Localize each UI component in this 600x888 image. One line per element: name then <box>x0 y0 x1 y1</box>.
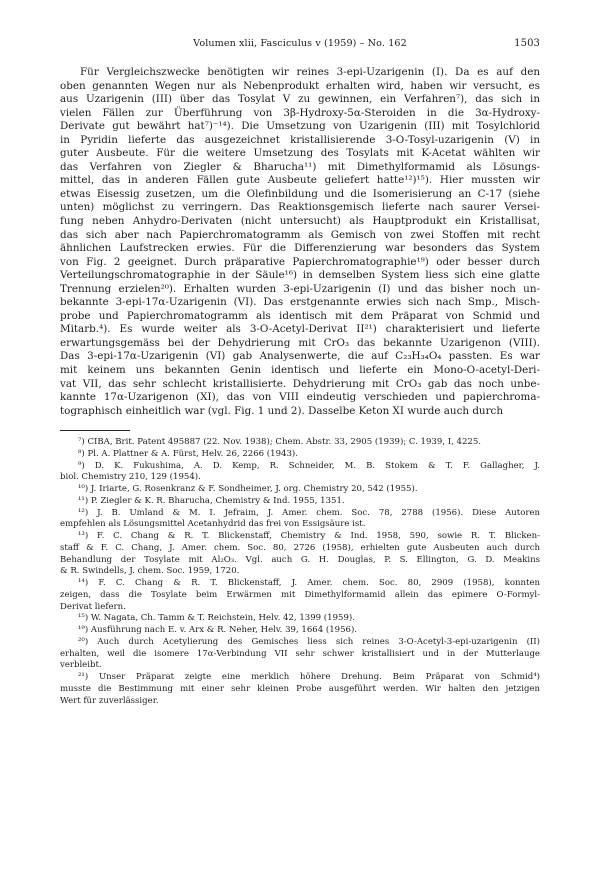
body-line: kannte 17α-Uzarigenon (XI), das von VIII eindeutig verschieden und papierchroma- <box>60 391 540 404</box>
body-line: Trennung erzielen²⁰). Erhalten wurden 3-epi-Uzarigenin (I) und das bisher noch un- <box>60 282 540 295</box>
footnote-line: ⁷) CIBA, Brit. Patent 495887 (22. Nov. 1938); Chem. Abstr. 33, 2905 (1939); C. 1939, I, 4225. <box>78 437 482 448</box>
footnote <box>60 578 540 613</box>
footnote-line: empfehlen als Lösungsmittel Acetanhydrid das frei von Essigsäure ist. <box>60 519 366 530</box>
body-line: etwas Eisessig zusetzen, um die Olefinbildung und die Isomerisierung an C-17 (siehe <box>60 187 540 200</box>
footnote <box>60 625 540 637</box>
footnote <box>60 508 540 532</box>
page-number: 1503 <box>514 38 540 49</box>
body-line: ähnlichen Laufstrecken erwies. Für die Differenzierung war besonders das System <box>60 242 540 255</box>
body-line: mittel, das in anderen Fällen gute Ausbeute geliefert hatte¹²)¹⁵). Hier mussten wir <box>60 174 540 187</box>
body-line: erwartungsgemäss bei der Dehydrierung mit CrO₃ das bekannte Uzarigenon (VIII). <box>60 336 540 349</box>
body-line: von Fig. 2 geeignet. Durch präparative Papierchromatographie¹⁹) oder besser durch <box>60 255 540 268</box>
body-line: mit keinem uns bekannten Genin identisch und lieferte ein Mono-O-acetyl-Deri- <box>60 364 540 377</box>
body-line: Für Vergleichszwecke benötigten wir reines 3-epi-Uzarigenin (I). Da es auf den <box>80 66 540 78</box>
footnote-line: Derivat liefern. <box>60 601 126 612</box>
footnote-line: erhalten, weil die isomere 17α-Verbindung VII sehr schwer kristallisiert und in der Mutterlauge <box>60 648 540 659</box>
footnote <box>60 613 540 625</box>
footnote-line: staff & F. C. Chang, J. Amer. chem. Soc. 80, 2726 (1958), erhielten gute Ausbeuten auch durch <box>60 542 540 553</box>
body-line: Derivate gut bewährt hat⁷)⁻¹⁴). Die Umsetzung von Uzarigenin (III) mit Tosylchlorid <box>60 120 540 133</box>
footnote <box>60 484 540 496</box>
footnote-line: ¹¹) P. Ziegler & K. R. Bharucha, Chemistry & Ind. 1955, 1351. <box>78 495 345 506</box>
body-paragraph <box>60 66 540 418</box>
body-line: probe und Papierchromatogramm als identisch mit dem Präparat von Schmid und <box>60 309 540 322</box>
footnote-line: zeigen, dass die Tosylate beim Erwärmen mit Dimethylformamid allein das epimere O-Formyl- <box>60 589 540 600</box>
footnote-line: ⁸) Pl. A. Plattner & A. Fürst, Helv. 26, 2266 (1943). <box>78 448 298 459</box>
body-line: aus Uzarigenin (III) über das Tosylat V zu gewinnen, ein Verfahren⁷), das sich in <box>60 93 540 106</box>
footnote-line: verbleibt. <box>60 660 102 671</box>
body-line: das Verfahren von Ziegler & Bharucha¹¹) mit Dimethylformamid als Lösungs- <box>60 160 540 173</box>
footnote-line: ¹⁵) W. Nagata, Ch. Tamm & T. Reichstein, Helv. 42, 1399 (1959). <box>78 613 355 624</box>
running-header <box>60 38 540 54</box>
body-line: vielen Fällen zur Überführung von 3β-Hydroxy-5α-Steroiden in die 3α-Hydroxy- <box>60 106 540 119</box>
body-line: oben genannten Wegen nur als Nebenprodukt erhalten wird, haben wir versucht, es <box>60 79 540 92</box>
body-line: tographisch einheitlich war (vgl. Fig. 1 und 2). Dasselbe Keton XI wurde auch durch <box>60 404 503 417</box>
body-line: Verteilungschromatographie in der Säule¹⁶) in demselben System liess sich eine glatte <box>60 269 540 282</box>
footnote-line: biol. Chemistry 210, 129 (1954). <box>60 472 201 483</box>
footnote-line: ¹³) F. C. Chang & R. T. Blickenstaff, Chemistry & Ind. 1958, 590, sowie R. T. Blicken- <box>78 531 540 542</box>
body-line: in Pyridin lieferte das ausgezeichnet kristallisierende 3-O-Tosyl-uzarigenin (V) in <box>60 133 540 146</box>
body-line: das sich aber nach Papierchromatogramm als Gemisch von zwei Stoffen mit recht <box>60 228 540 241</box>
journal-page <box>60 38 540 707</box>
body-line: Das 3-epi-17α-Uzarigenin (VI) gab Analysenwerte, die auf C₂₃H₃₄O₄ passten. Es war <box>60 350 540 363</box>
footnote-line: ⁹) D. K. Fukushima, A. D. Kemp, R. Schneider, M. B. Stokem & T. F. Gallagher, J. <box>78 460 540 471</box>
body-line: fung neben Anhydro-Derivaten (nicht untersucht) als Hauptprodukt ein Kristallisat, <box>60 215 540 228</box>
footnote-line: ¹⁴) F. C. Chang & R. T. Blickenstaff, J. Amer. chem. Soc. 80, 2909 (1958), konnten <box>78 578 540 589</box>
footnote-line: ²¹) Unser Präparat zeigte eine merklich höhere Drehung. Beim Präparat von Schmid⁴) <box>78 672 540 683</box>
footnote <box>60 449 540 461</box>
footnote-separator <box>60 430 130 431</box>
body-line: vat VII, das sehr schlecht kristallisierte. Dehydrierung mit CrO₃ gab das noch unbe- <box>60 377 540 390</box>
footnotes <box>60 437 540 707</box>
footnote-line: Behandlung der Tosylate mit Al₂O₃. Vgl. auch G. H. Douglas, P. S. Ellington, G. D. Meakins <box>60 554 540 565</box>
footnote-line: ¹²) J. B. Umland & M. I. Jefraim, J. Amer. chem. Soc. 78, 2788 (1956). Diese Autoren <box>78 507 540 518</box>
body-line: guter Ausbeute. Für die weitere Umsetzung des Tosylats mit K-Acetat wählten wir <box>60 147 540 160</box>
footnote-line: ¹⁰) J. Iriarte, G. Rosenkranz & F. Sondheimer, J. org. Chemistry 20, 542 (1955). <box>78 484 418 495</box>
footnote-line: ²⁰) Auch durch Acetylierung des Gemisches liess sich reines 3-O-Acetyl-3-epi-uzarigenin (II) <box>78 636 540 647</box>
body-line: unten) möglichst zu verringern. Das Reaktionsgemisch lieferte nach saurer Versei- <box>60 201 540 214</box>
footnote <box>60 672 540 707</box>
footnote <box>60 496 540 508</box>
footnote-line: musste die Bestimmung mit einer sehr kleinen Probe ausgeführt werden. Wir halten den jetzigen <box>60 683 540 694</box>
body-line: Mitarb.⁴). Es wurde weiter als 3-O-Acetyl-Derivat II²¹) charakterisiert und lieferte <box>60 323 540 336</box>
body-line: bekannte 3-epi-17α-Uzarigenin (VI). Das erstgenannte erwies sich nach Smp., Misch- <box>60 296 540 309</box>
footnote-line: & R. Swindells, J. chem. Soc. 1959, 1720. <box>60 566 240 577</box>
footnote <box>60 461 540 485</box>
footnote <box>60 637 540 672</box>
footnote <box>60 531 540 578</box>
footnote-line: Wert für zuverlässiger. <box>60 695 159 706</box>
footnote <box>60 437 540 449</box>
journal-header: Volumen xlii, Fasciculus v (1959) – No. 162 <box>193 38 407 49</box>
footnote-line: ¹⁹) Ausführung nach E. v. Arx & R. Neher, Helv. 39, 1664 (1956). <box>78 625 358 636</box>
